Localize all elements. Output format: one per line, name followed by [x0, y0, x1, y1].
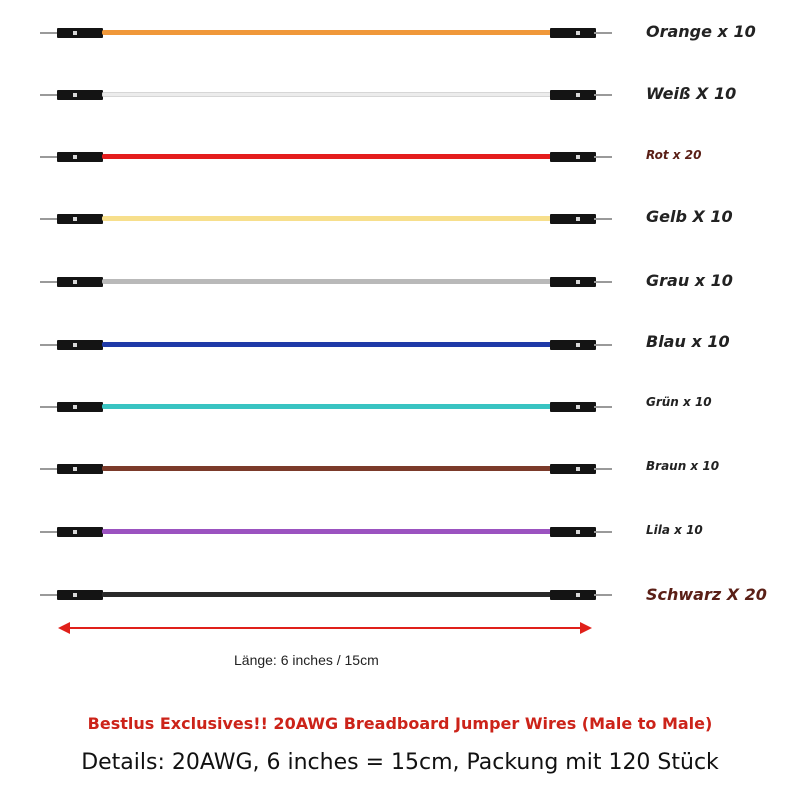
connector: [550, 590, 596, 600]
pin: [594, 32, 612, 34]
connector: [57, 28, 103, 38]
pin: [40, 281, 58, 283]
pin: [594, 468, 612, 470]
connector: [57, 90, 103, 100]
length-arrow: [58, 620, 592, 636]
wire-label: Braun x 10: [646, 459, 720, 473]
connector: [550, 464, 596, 474]
wire: [102, 154, 552, 159]
wire-label: Orange x 10: [646, 22, 756, 41]
wire: [102, 404, 552, 409]
pin: [594, 281, 612, 283]
wire-label: Gelb X 10: [646, 207, 733, 226]
connector: [550, 28, 596, 38]
wire-label: Schwarz X 20: [646, 585, 767, 604]
wire: [102, 529, 552, 534]
arrow-line: [68, 627, 582, 629]
connector: [57, 214, 103, 224]
arrow-head-right: [580, 622, 592, 634]
wire: [102, 592, 552, 597]
pin: [40, 531, 58, 533]
pin: [594, 94, 612, 96]
connector: [550, 402, 596, 412]
wire: [102, 216, 552, 221]
connector: [57, 340, 103, 350]
connector: [57, 464, 103, 474]
details-text: Details: 20AWG, 6 inches = 15cm, Packung mit 120 Stück: [81, 750, 719, 775]
length-label: Länge: 6 inches / 15cm: [234, 652, 379, 668]
wire-label: Lila x 10: [646, 523, 703, 537]
connector: [550, 90, 596, 100]
pin: [594, 406, 612, 408]
wire: [102, 342, 552, 347]
connector: [57, 527, 103, 537]
pin: [594, 344, 612, 346]
pin: [594, 531, 612, 533]
pin: [40, 156, 58, 158]
pin: [594, 594, 612, 596]
pin: [40, 594, 58, 596]
wire-label: Rot x 20: [646, 148, 702, 162]
wire: [102, 92, 552, 97]
pin: [40, 32, 58, 34]
connector: [550, 527, 596, 537]
wire-label: Weiß X 10: [646, 84, 737, 103]
wire: [102, 466, 552, 471]
pin: [594, 156, 612, 158]
headline: Bestlus Exclusives!! 20AWG Breadboard Jumper Wires (Male to Male): [87, 714, 713, 733]
connector: [57, 402, 103, 412]
connector: [550, 214, 596, 224]
pin: [40, 406, 58, 408]
connector: [550, 277, 596, 287]
connector: [57, 152, 103, 162]
wire-label: Grau x 10: [646, 271, 733, 290]
pin: [594, 218, 612, 220]
wire: [102, 30, 552, 35]
pin: [40, 344, 58, 346]
connector: [550, 340, 596, 350]
connector: [57, 590, 103, 600]
wire-label: Blau x 10: [646, 332, 730, 351]
connector: [550, 152, 596, 162]
pin: [40, 218, 58, 220]
wire: [102, 279, 552, 284]
pin: [40, 468, 58, 470]
wire-label: Grün x 10: [646, 395, 712, 409]
connector: [57, 277, 103, 287]
pin: [40, 94, 58, 96]
